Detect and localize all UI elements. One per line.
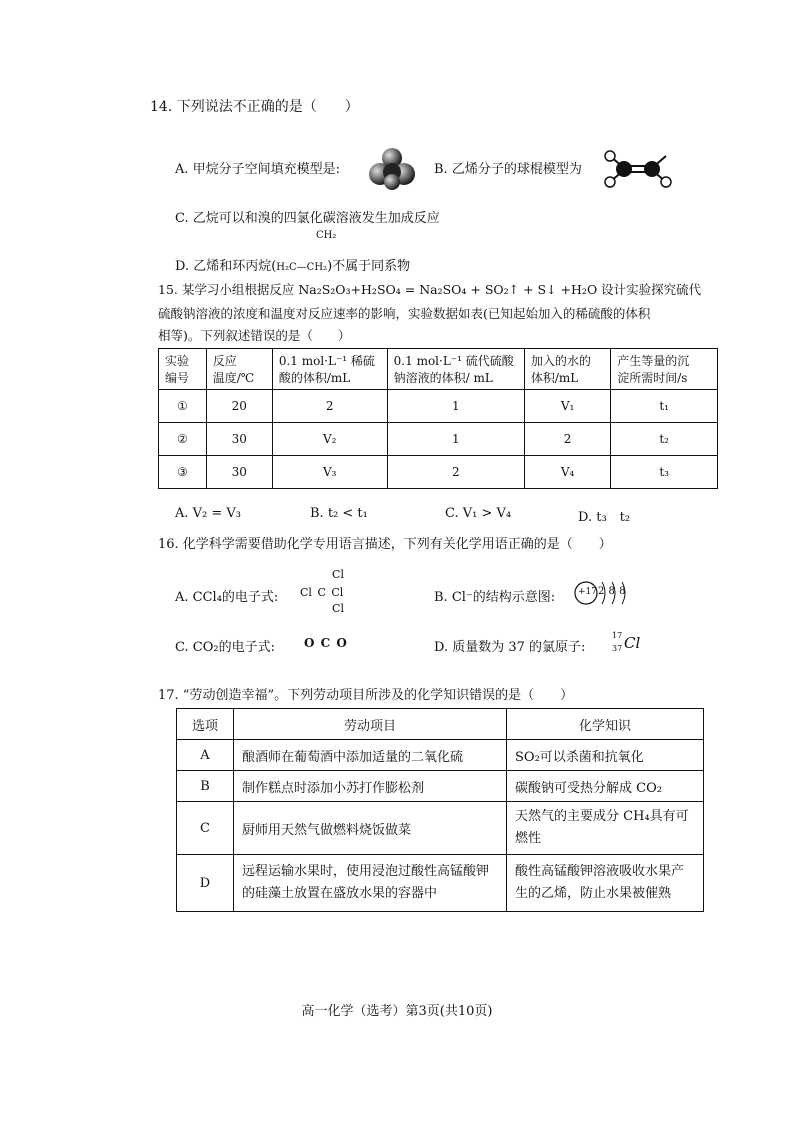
page-footer: 高一化学（选考）第3页(共10页) [301,1004,493,1019]
table-cell: 2 [387,456,524,489]
question-15-line-2: 硫酸钠溶液的浓度和温度对反应速率的影响，实验数据如表(已知起始加入的稀硫酸的体积 [158,306,651,321]
ccl4-electron-formula [318,568,358,582]
ccl4-top-atom: Cl [332,568,344,581]
co2-electron-formula: O C O [304,636,348,650]
table-header-cell: 0.1 mol·L⁻¹ 稀硫 酸的体积/mL [272,349,387,390]
table-cell: t₁ [611,390,718,423]
table-row [177,855,704,912]
q15-option-b: B. t₂ < t₁ [310,506,368,521]
table-header-cell: 反应 温度/℃ [206,349,272,390]
table-cell: 天然气的主要成分 CH₄具有可燃性 [507,802,704,855]
question-15-line-3: 相等)。下列叙述错误的是（ ） [158,328,351,343]
methane-space-filling-model-image [368,146,416,190]
q15-option-c: C. V₁ > V₄ [445,506,512,521]
table-row [177,740,704,771]
table-row [159,423,718,456]
ccl4-center-atom: C [317,586,326,599]
q14-option-d [175,255,410,274]
ccl4-left-atom: Cl [300,586,312,599]
experiment-data-table [158,348,718,489]
q14-option-c: C. 乙烷可以和溴的四氯化碳溶液发生加成反应 [175,211,440,226]
table-cell: ③ [159,456,207,489]
q14-option-a: A. 甲烷分子空间填充模型是: [175,162,341,177]
table-cell: ① [159,390,207,423]
q16-option-a: A. CCl₄的电子式: [175,590,279,605]
chloride-electron-shells: 2 8 8 [598,586,626,597]
table-cell: V₂ [272,423,387,456]
table-cell: SO₂可以杀菌和抗氧化 [507,740,704,771]
table-cell: V₃ [272,456,387,489]
table-cell: 2 [272,390,387,423]
table-row [177,802,704,855]
table-cell: A [177,740,234,771]
table-cell: ② [159,423,207,456]
table-cell: t₂ [611,423,718,456]
chlorine-superscript: 17 [612,631,623,640]
table-header-row [159,349,718,390]
table-header-cell: 实验 编号 [159,349,207,390]
ethylene-ball-stick-model-image [600,148,680,190]
table-row [177,771,704,802]
question-15-line-1: 15. 某学习小组根据反应 Na₂S₂O₃+H₂SO₄ = Na₂SO₄ + SO₂↑ + S↓ +H₂O 设计实验探究硫代 [158,282,702,297]
q16-option-c: C. CO₂的电子式: [175,640,275,655]
table-cell: 20 [206,390,272,423]
ccl4-right-atom: Cl [331,586,344,599]
ccl4-middle-row [300,586,343,599]
question-16-title: 16. 化学科学需要借助化学专用语言描述，下列有关化学用语正确的是（ ） [158,537,612,552]
q16-option-d: D. 质量数为 37 的氯原子: [434,640,586,655]
q15-option-d: D. t₃ t₂ [578,510,631,525]
table-cell: C [177,802,234,855]
table-cell: t₃ [611,456,718,489]
q15-option-a: A. V₂ = V₃ [175,506,242,521]
table-cell: 1 [387,390,524,423]
table-cell: 远程运输水果时，使用浸泡过酸性高锰酸钾的硅藻土放置在盛放水果的容器中 [234,855,507,912]
table-header-cell: 产生等量的沉 淀所需时间/s [611,349,718,390]
table-cell: 30 [206,456,272,489]
q14-d-formula-top: CH₂ [316,230,337,241]
q14-option-d-suffix: )不属于同系物 [327,259,411,274]
table-cell: V₁ [524,390,610,423]
table-cell: 制作糕点时添加小苏打作膨松剂 [234,771,507,802]
q14-option-d-prefix: D. 乙烯和环丙烷( [175,259,277,274]
table-header-cell: 化学知识 [507,709,704,740]
table-cell: 碳酸钠可受热分解成 CO₂ [507,771,704,802]
table-header-cell: 加入的水的 体积/mL [524,349,610,390]
q16-option-b: B. Cl⁻的结构示意图: [434,590,556,605]
chlorine-symbol: Cl [624,634,641,652]
table-cell: 酸性高锰酸钾溶液吸收水果产生的乙烯，防止水果被催熟 [507,855,704,912]
table-cell: 厨师用天然气做燃料烧饭做菜 [234,802,507,855]
table-header-cell: 0.1 mol·L⁻¹ 硫代硫酸 钠溶液的体积/ mL [387,349,524,390]
table-row [159,390,718,423]
table-cell: 酿酒师在葡萄酒中添加适量的二氧化硫 [234,740,507,771]
chloride-nucleus-charge: +17 [578,587,597,597]
question-17-title: 17. “劳动创造幸福”。下列劳动项目所涉及的化学知识错误的是（ ） [158,688,574,703]
table-cell: D [177,855,234,912]
table-header-cell: 选项 [177,709,234,740]
table-cell: 2 [524,423,610,456]
table-header-row [177,709,704,740]
table-cell: V₄ [524,456,610,489]
q14-d-formula-bottom: H₂C—CH₂ [276,262,328,273]
table-row [159,456,718,489]
table-cell: 1 [387,423,524,456]
chlorine-subscript: 37 [612,644,623,653]
ccl4-bottom-atom: Cl [332,602,344,615]
table-cell: B [177,771,234,802]
table-header-cell: 劳动项目 [234,709,507,740]
question-14-title: 14. 下列说法不正确的是（ ） [150,99,359,115]
q14-option-b: B. 乙烯分子的球棍模型为 [434,162,582,177]
table-cell: 30 [206,423,272,456]
labor-chemistry-table [176,708,704,912]
